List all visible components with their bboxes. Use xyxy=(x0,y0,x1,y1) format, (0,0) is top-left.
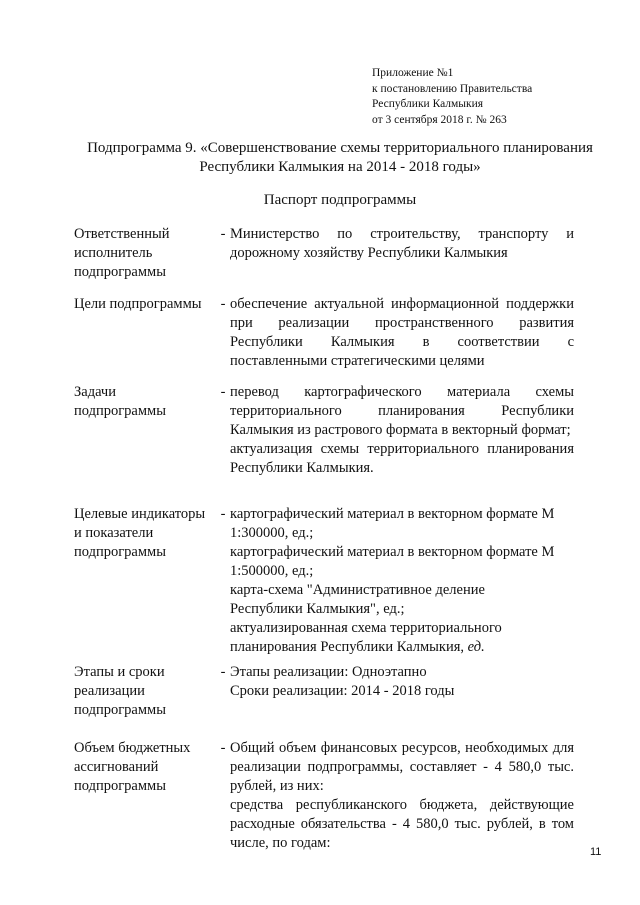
title-line: Подпрограмма 9. «Совершенствование схемы территориального планирования xyxy=(87,140,593,156)
row-label: Ответственный исполнитель подпрограммы xyxy=(74,226,170,280)
row-label: Объем бюджетных ассигнований подпрограммы xyxy=(74,740,191,794)
row-value: Общий объем финансовых ресурсов, необходимых для реализации подпрограммы, составляет - 4 580,0 тыс. рублей, из них: средства республиканского бюджета, действующие расходные обязательства - 4 580,0 тыс. рублей, в том числе, по годам: xyxy=(230,740,574,851)
annex-line: от 3 сентября 2018 г. № 263 xyxy=(372,113,507,126)
row-dash: - xyxy=(220,296,226,312)
row-dash: - xyxy=(220,740,226,756)
row-value: перевод картографического материала схемы территориального планирования Республики Калмыкия из растрового формата в векторный формат; актуализация схемы территориального планирования Республики Калмыкия. xyxy=(230,384,574,476)
subprogram-title xyxy=(60,139,620,177)
title-line: Республики Калмыкия на 2014 - 2018 годы» xyxy=(199,159,481,175)
passport-heading: Паспорт подпрограммы xyxy=(263,192,417,208)
annex-line: Приложение №1 xyxy=(372,67,454,79)
row-dash: - xyxy=(220,506,226,522)
row-label: Цели подпрограммы xyxy=(74,296,202,312)
row-value: Министерство по строительству, транспорту и дорожному хозяйству Республики Калмыкия xyxy=(230,226,574,261)
row-dash: - xyxy=(220,226,226,242)
row-dash: - xyxy=(220,384,226,400)
row-label: Задачи подпрограммы xyxy=(74,384,166,419)
annex-line: Республики Калмыкия xyxy=(372,98,484,110)
row-value: Этапы реализации: Одноэтапно Сроки реализации: 2014 - 2018 годы xyxy=(230,664,455,699)
row-value: картографический материал в векторном формате М 1:300000, ед.; картографический материал в векторном формате М 1:500000, ед.; карта-схема "Административное деление Республики Калмыкия", ед.; актуализированная схема территориального планирования Республики Калмыкия, ед. xyxy=(230,506,555,655)
row-label: Целевые индикаторы и показатели подпрограммы xyxy=(74,506,206,560)
row-label: Этапы и сроки реализации подпрограммы xyxy=(74,664,166,718)
annex-block xyxy=(372,66,532,128)
annex-line: к постановлению Правительства xyxy=(372,82,533,95)
row-dash: - xyxy=(220,664,226,680)
page-number: 11 xyxy=(590,846,602,858)
row-value: обеспечение актуальной информационной поддержки при реализации пространственного развития Республики Калмыкия в соответствии с поставленными стратегическими целями xyxy=(230,296,574,369)
